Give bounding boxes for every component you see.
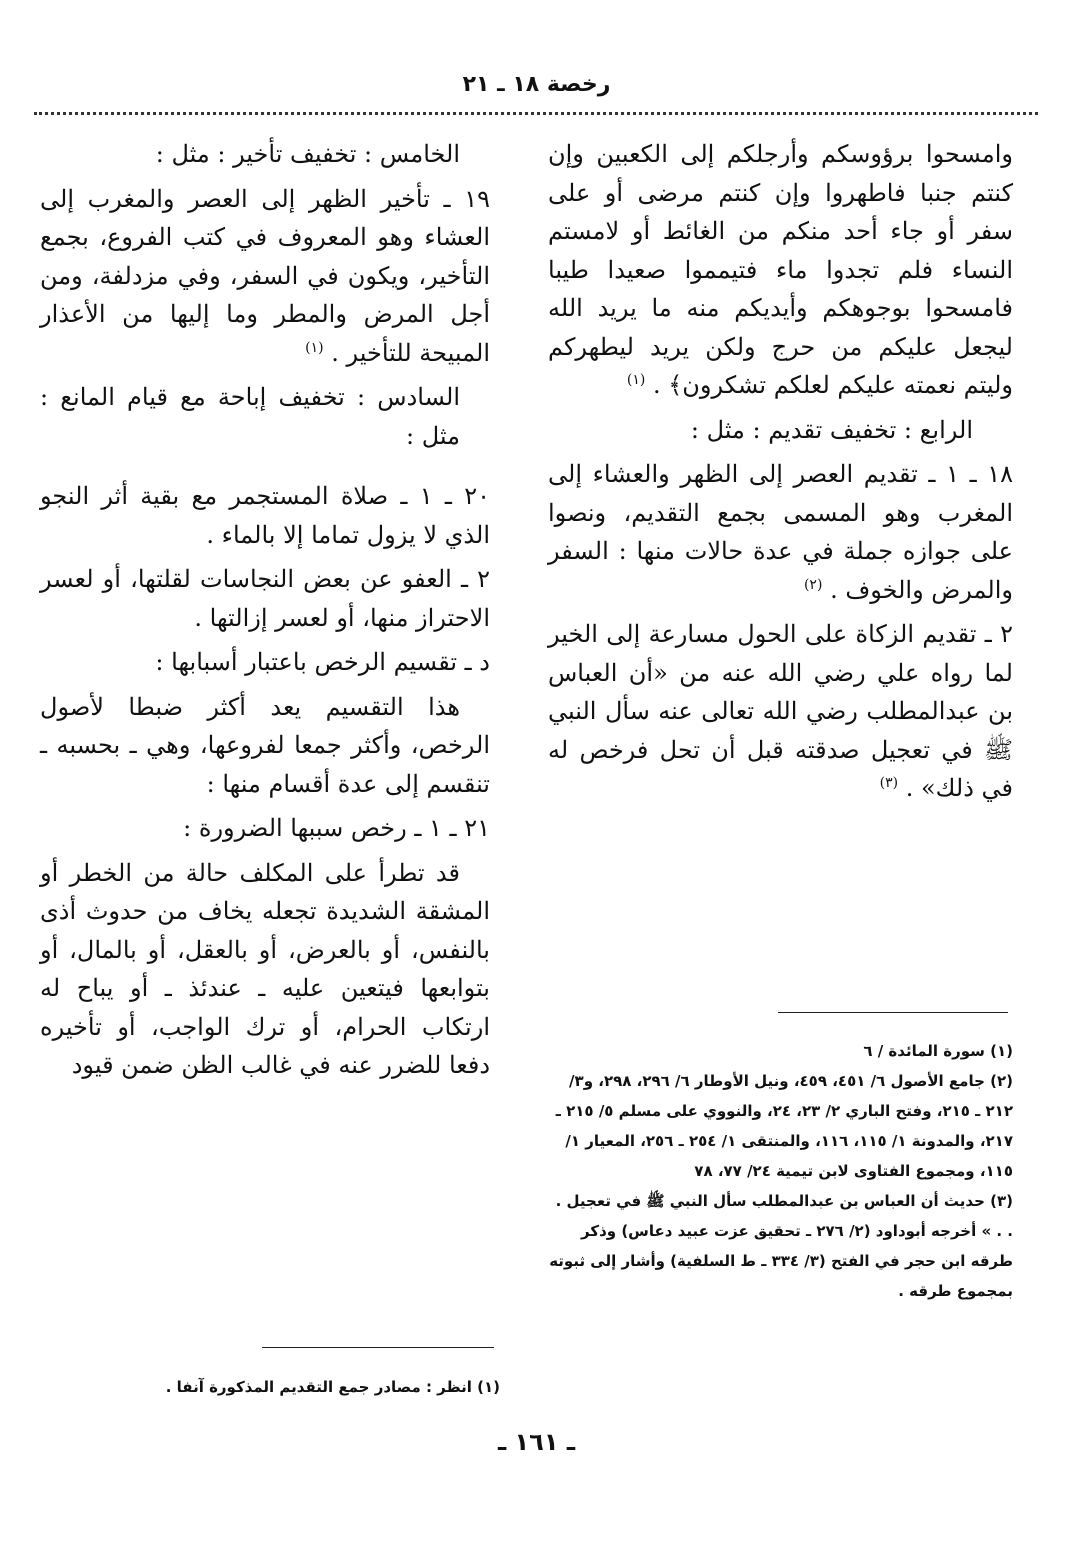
section-heading-d: د ـ تقسيم الرخص باعتبار أسبابها : <box>155 648 490 676</box>
paragraph-18-1: ١٨ ـ ١ ـ تقديم العصر إلى الظهر والعشاء إلى المغرب وهو المسمى بجمع التقديم، ونصوا على جوازه جملة في عدة حالات منها : السفر والمرض والخوف . $^{(٢)}$ <box>548 460 1013 604</box>
footnote-marker: (٢) <box>803 576 823 593</box>
footnote-marker: (٣) <box>879 775 899 791</box>
verse-continuation: وامسحوا برؤوسكم وأرجلكم إلى الكعبين وإن كنتم جنبا فاطهروا وإن كنتم مرضى أو على سفر أو جاء أحد منكم من الغائط أو لامستم النساء فلم تجدوا ماء فتيمموا صعيدا طيبا فامسحوا بوجوهكم وأيديكم منه ما يريد الله ليجعل عليكم من حرج ولكن يريد ليطهركم وليتم نعمته عليكم لعلكم تشكرون﴾ . $^{(١)}$ <box>548 140 1013 399</box>
paragraph-division-intro: هذا التقسيم يعد أكثر ضبطا لأصول الرخص، وأكثر جمعا لفروعها، وهي ـ بحسبه ـ تنقسم إلى عدة أقسام منها : <box>40 692 490 798</box>
paragraph-20-1: ٢٠ ـ ١ ـ صلاة المستجمر مع بقية أثر النجو الذي لا يزول تماما إلا بالماء . <box>40 482 490 549</box>
footnote-marker: (١) <box>626 372 646 388</box>
section-heading-fourth: الرابع : تخفيف تقديم : مثل : <box>690 415 973 444</box>
footnote-item: (٢) جامع الأصول ٦/ ٤٥١، ٤٥٩، ونيل الأوطار ٦/ ٢٩٦، ٢٩٨، و٣/ ٢١٢ ـ ٢١٥، وفتح الباري ٢/ ٢٣، ٢٤، والنووي على مسلم ٥/ ٢١٥ ـ ٢١٧، والمدونة ١/ ١١٥، ١١٦، والمنتقى ١/ ٢٥٤ ـ ٢٥٦، المعيار ١/ ١١٥، ومجموع الفتاوى لابن تيمية ٢٤/ ٧٧، ٧٨ <box>555 1072 1013 1180</box>
paragraph-18-2: ٢ ـ تقديم الزكاة على الحول مسارعة إلى الخير لما رواه علي رضي الله عنه من «أن العباس بن عبدالمطلب رضي الله تعالى عنه سأل النبي ﷺ في تعجيل صدقته قبل أن تحل فرخص له في ذلك» . $^{(٣)}$ <box>548 620 1013 802</box>
footnotes-right <box>548 1036 1013 1306</box>
page-number: ـ ١٦١ ـ <box>497 1428 576 1456</box>
left-column <box>40 135 490 1091</box>
footnote-item: (١) انظر : مصادر جمع التقديم المذكورة آنفا . <box>165 1378 500 1396</box>
footnote-item: (٣) حديث أن العباس بن عبدالمطلب سأل النبي ﷺ في تعجيل . . . » أخرجه أبوداود (٢/ ٢٧٦ ـ تحقيق عزت عبيد دعاس) وذكر طرقه ابن حجر في الفتح (٣/ ٣٣٤ ـ ط السلفية) وأشار إلى ثبوته بمجموع طرقه . <box>549 1192 1013 1300</box>
paragraph-20-2: ٢ ـ العفو عن بعض النجاسات لقلتها، أو لعسر الاحتراز منها، أو لعسر إزالتها . <box>40 565 490 632</box>
section-heading-sixth: السادس : تخفيف إباحة مع قيام المانع : مثل : <box>40 383 460 450</box>
footnote-item: (١) سورة المائدة / ٦ <box>863 1042 1013 1060</box>
paragraph-19: ١٩ ـ تأخير الظهر إلى العصر والمغرب إلى العشاء وهو المعروف في كتب الفروع، بجمع التأخير، ويكون في السفر، وفي مزدلفة، ومن أجل المرض والمطر وما إليها من الأعذار المبيحة للتأخير . $^{(١)}$ <box>40 184 490 367</box>
footnote-separator-left <box>262 1347 494 1348</box>
footnotes-left <box>150 1372 500 1402</box>
paragraph-21-body: قد تطرأ على المكلف حالة من الخطر أو المشقة الشديدة تجعله يخاف من حدوث أذى بالنفس، أو بالعرض، أو بالعقل، أو بالمال، أو بتوابعها فيتعين عليه ـ عندئذ ـ أو يباح له ارتكاب الحرام، أو ترك الواجب، أو تأخيره دفعا للضرر عنه في غالب الظن ضمن قيود <box>40 858 490 1079</box>
right-column <box>548 135 1013 814</box>
footnote-separator-right <box>778 1012 1008 1013</box>
section-heading-fifth: الخامس : تخفيف تأخير : مثل : <box>155 140 460 168</box>
running-header: رخصة ١٨ ـ ٢١ <box>462 72 611 97</box>
header-dotted-rule <box>34 112 1038 115</box>
footnote-marker: (١) <box>305 339 324 356</box>
paragraph-21-heading: ٢١ ـ ١ ـ رخص سببها الضرورة : <box>183 814 490 842</box>
